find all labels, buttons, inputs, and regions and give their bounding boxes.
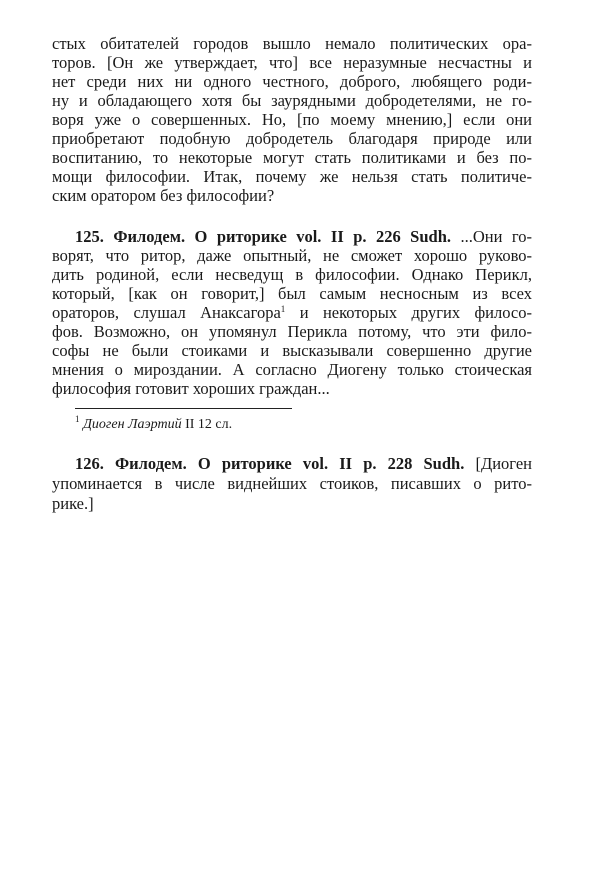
text-line: философия готовит хороших граждан... xyxy=(52,379,330,398)
text-line xyxy=(75,454,532,473)
text-line: упоминается в числе виднейших стоиков, писавших о рито- xyxy=(52,474,532,493)
text-line: дить родиной, если несведущ в философии. Однако Перикл, xyxy=(52,265,532,284)
text-line: фов. Возможно, он упомянул Перикла потому, что эти фило- xyxy=(52,322,532,341)
text-line: ну и обладающего хотя бы заурядными добродетелями, не го- xyxy=(52,91,532,110)
text: [Диоген xyxy=(464,454,532,473)
text-line xyxy=(52,303,532,322)
footnote-mark[interactable]: 1 xyxy=(280,304,286,314)
text-line: мнения о мироздании. А согласно Диогену только стоическая xyxy=(52,360,532,379)
text-line: воспитанию, то некоторые могут стать политиками и без по- xyxy=(52,148,532,167)
footnote-divider xyxy=(75,408,292,409)
text-line xyxy=(75,227,532,246)
fragment-heading: 125. Филодем. О риторике vol. II p. 226 Sudh. xyxy=(75,227,452,246)
text-line: нет среди них ни одного честного, доброго, любящего роди- xyxy=(52,72,532,91)
footnote-author: Диоген Лаэртий xyxy=(83,417,182,432)
text-line: софы не были стоиками и высказывали совершенно другие xyxy=(52,341,532,360)
text-line: который, [как он говорит,] был самым несносным из всех xyxy=(52,284,532,303)
text-line: ворят, что ритор, даже опытный, не сможет хорошо руково- xyxy=(52,246,532,265)
text-line: мощи философии. Итак, почему же нельзя стать политиче- xyxy=(52,167,532,186)
footnote xyxy=(75,415,232,435)
footnote-mark: 1 xyxy=(75,414,80,424)
text-line: воря уже о совершенных. Но, [по моему мнению,] если они xyxy=(52,110,532,129)
fragment-heading: 126. Филодем. О риторике vol. II p. 228 Sudh. xyxy=(75,454,465,473)
footnote-ref: II 12 сл. xyxy=(181,417,233,432)
text: и некоторых других филосо- xyxy=(285,303,532,322)
text: ...Они го- xyxy=(451,227,532,246)
text-line: рике.] xyxy=(52,494,94,513)
text-line: торов. [Он же утверждает, что] все неразумные несчастны и xyxy=(52,53,532,72)
text-line: ским оратором без философии? xyxy=(52,186,275,205)
text: ораторов, слушал Анаксагора xyxy=(52,303,281,322)
text-line: стых обитателей городов вышло немало политических ора- xyxy=(52,34,532,53)
text-line: приобретают подобную добродетель благодаря природе или xyxy=(52,129,532,148)
